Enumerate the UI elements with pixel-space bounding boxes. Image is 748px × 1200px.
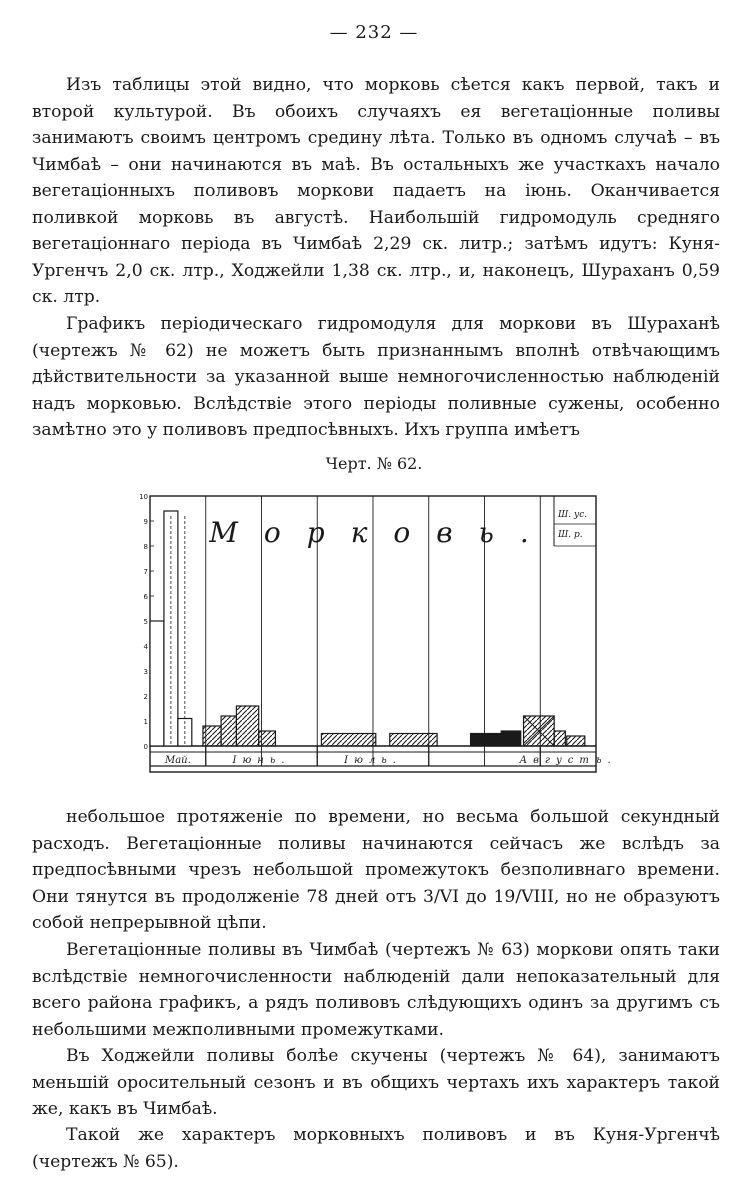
bar: [236, 706, 258, 746]
paragraph-4: Вегетаціонные поливы въ Чимбаѣ (чертежъ № 63) моркови опять таки вслѣдствіе немногочисленности наблюденій дали непоказательный для всего района графикъ, а рядъ поливовъ слѣдующихъ одинъ за другимъ съ небольшими межполивными промежутками.: [32, 940, 720, 1040]
paragraph-3: небольшое протяженіе по времени, но весьма большой секундный расходъ. Вегетаціонные поливы начинаются сейчасъ же вслѣдъ за предпосѣвными чрезъ небольшой промежутокъ безполивнаго времени. Они тянутся въ продолженіе 78 дней отъ 3/VI до 19/VIII, но не образуютъ собой непрерывной цѣпи.: [32, 807, 720, 933]
irrigation-chart: [139, 490, 617, 786]
y-tick-label: 3: [143, 668, 148, 676]
bar: [390, 734, 437, 747]
page-number: — 232 —: [329, 22, 419, 43]
y-tick-label: 6: [143, 593, 148, 601]
y-tick-label: 7: [143, 568, 148, 576]
month-label: Іюнь.: [232, 755, 291, 766]
paragraph-2: Графикъ періодическаго гидромодуля для моркови въ Шураханѣ (чертежъ № 62) не можетъ быть признаннымъ вполнѣ отвѣчающимъ дѣйствительности за указанной выше немногочисленностью наблюденій надъ морковью. Вслѣдствіе этого періоды поливные сужены, особенно замѣтно это у поливовъ предпосѣвныхъ. Ихъ группа имѣетъ: [32, 314, 720, 440]
month-label: Августъ.: [519, 755, 617, 766]
y-tick-label: 8: [143, 543, 148, 551]
y-tick-label: 9: [143, 518, 148, 526]
y-tick-label: 2: [143, 693, 148, 701]
paragraph-1: Изъ таблицы этой видно, что морковь сѣется какъ первой, такъ и второй культурой. Въ обоихъ случаяхъ ея вегетаціонные поливы занимаютъ своимъ центромъ средину лѣта. Только въ одномъ случаѣ – въ Чимбаѣ – они начинаются въ маѣ. Въ остальныхъ же участкахъ начало вегетаціонныхъ поливовъ моркови падаетъ на іюнь. Оканчивается поливкой морковь въ августѣ. Наибольшій гидромодуль средняго вегетаціоннаго періода въ Чимбаѣ 2,29 ск. литр.; затѣмъ идутъ: Куня-Ургенчъ 2,0 ск. лтр., Ходжейли 1,38 ск. лтр., и, наконецъ, Шураханъ 0,59 ск. лтр.: [32, 75, 720, 307]
bar: [567, 736, 585, 746]
legend-entry: Ш. ус.: [558, 510, 588, 520]
bar: [554, 731, 565, 746]
bar: [471, 734, 502, 747]
chart-title: Морковь.: [209, 516, 555, 549]
y-tick-label: 1: [143, 718, 148, 726]
bar: [501, 731, 521, 746]
y-tick-label: 10: [139, 493, 148, 501]
y-tick-label: 0: [143, 743, 148, 751]
bar: [203, 726, 221, 746]
month-label: Май.: [164, 755, 191, 766]
paragraph-5: Въ Ходжейли поливы болѣе скучены (чертежъ № 64), занимаютъ меньшій оросительный сезонъ и въ общихъ чертахъ ихъ характеръ такой же, какъ въ Чимбаѣ.: [32, 1046, 720, 1119]
y-tick-label: 4: [143, 643, 148, 651]
bar: [321, 734, 375, 747]
y-tick-label: 5: [143, 618, 148, 626]
bar: [150, 621, 164, 746]
paragraph-6: Такой же характеръ морковныхъ поливовъ и въ Куня-Ургенчѣ (чертежъ № 65).: [32, 1125, 720, 1172]
bar: [259, 731, 276, 746]
month-label: Іюль.: [344, 755, 402, 766]
figure-caption: Черт. № 62.: [325, 454, 423, 473]
bar: [221, 716, 236, 746]
legend-entry: Ш. р.: [558, 530, 583, 540]
